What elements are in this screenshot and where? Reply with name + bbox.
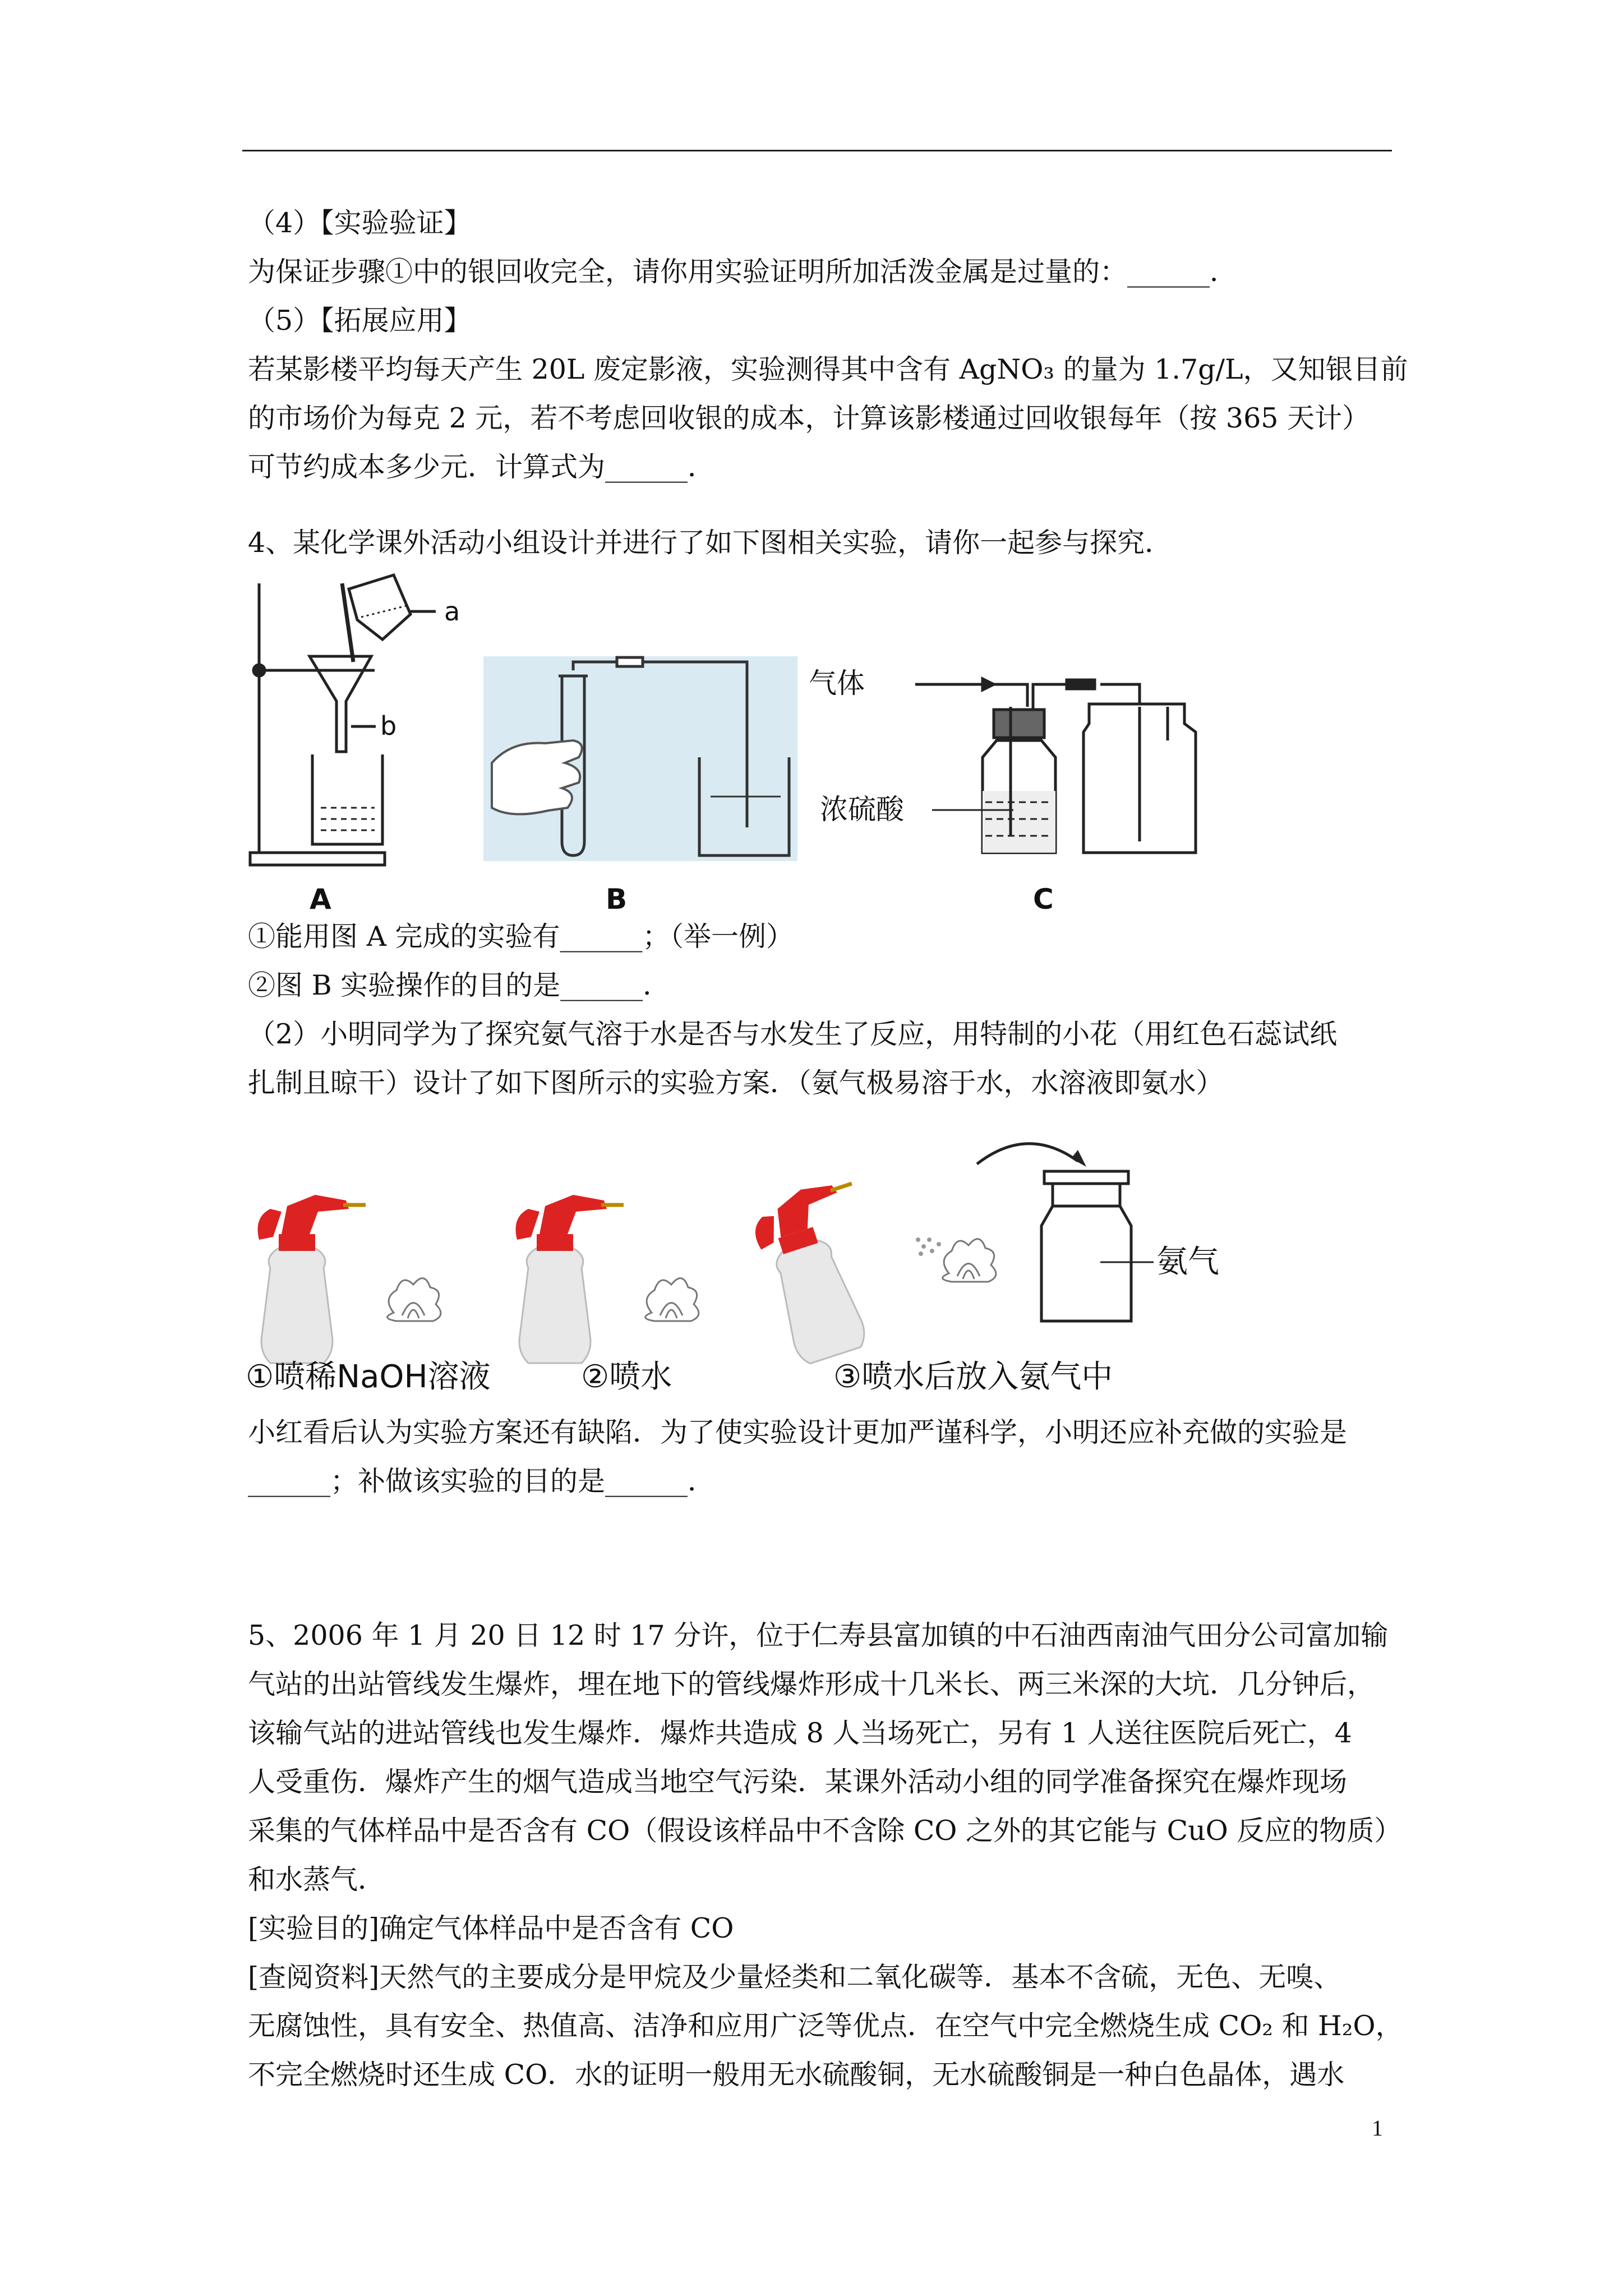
flower-2 <box>645 1278 699 1321</box>
text-line: 和水蒸气． <box>248 1864 386 1895</box>
filtration-setup <box>250 575 436 865</box>
label-b: b <box>380 711 397 741</box>
page-number: 1 <box>1372 2115 1383 2141</box>
text-line: 采集的气体样品中是否含有 CO（假设该样品中不含除 CO 之外的其它能与 CuO 反应的物质） <box>248 1815 1402 1847</box>
text-line: 扎制且晾干）设计了如下图所示的实验方案．（氨气极易溶于水，水溶液即氨水） <box>248 1067 1224 1099</box>
text-line: （4）【实验验证】 <box>248 207 472 239</box>
text-line: 气站的出站管线发生爆炸，埋在地下的管线爆炸形成十几米长、两三米深的大坑．几分钟后， <box>248 1668 1375 1700</box>
question-5-intro: 5、2006 年 1 月 20 日 12 时 17 分许，位于仁寿县富加镇的中石油西南油气田分公司富加输 <box>248 1619 1389 1651</box>
caption-C: C <box>1033 883 1054 915</box>
arrow-icon <box>977 1144 1078 1164</box>
text-line: 的市场价为每克 2 元，若不考虑回收银的成本，计算该影楼通过回收银每年（按 365 天计） <box>248 402 1370 434</box>
ammonia-jar <box>1041 1171 1154 1321</box>
spray-mist <box>916 1237 941 1256</box>
sprayer-3 <box>746 1174 901 1368</box>
spray-experiment-figure <box>242 1128 1297 1408</box>
text-line: [实验目的]确定气体样品中是否含有 CO <box>248 1912 734 1944</box>
text-line: 小红看后认为实验方案还有缺陷．为了使实验设计更加严谨科学，小明还应补充做的实验是 <box>248 1416 1348 1448</box>
gas-label: 气体 <box>809 667 865 700</box>
text-line: [查阅资料]天然气的主要成分是甲烷及少量烃类和二氧化碳等．基本不含硫，无色、无嗅、 <box>248 1961 1341 1993</box>
sprayer-1 <box>258 1195 366 1363</box>
caption-naoh: ①喷稀NaOH溶液 <box>246 1359 491 1395</box>
text-line: 无腐蚀性，具有安全、热值高、洁净和应用广泛等优点．在空气中完全燃烧生成 CO₂ 和 H₂O， <box>248 2010 1403 2042</box>
caption-water: ②喷水 <box>581 1359 672 1395</box>
header-rule <box>242 150 1392 151</box>
text-line: ______；补做该实验的目的是______． <box>248 1465 716 1497</box>
text-line: ②图 B 实验操作的目的是______． <box>248 969 671 1001</box>
caption-A: A <box>310 883 331 915</box>
caption-water-ammonia: ③喷水后放入氨气中 <box>833 1359 1113 1395</box>
apparatus-figure <box>242 572 1207 920</box>
airtightness-check <box>483 656 797 861</box>
text-line: 若某影楼平均每天产生 20L 废定影液，实验测得其中含有 AgNO₃ 的量为 1.7g/L，又知银目前 <box>248 353 1408 385</box>
caption-B: B <box>606 883 628 915</box>
text-line: 不完全燃烧时还生成 CO．水的证明一般用无水硫酸铜，无水硫酸铜是一种白色晶体，遇水 <box>248 2059 1345 2091</box>
text-line: 人受重伤．爆炸产生的烟气造成当地空气污染．某课外活动小组的同学准备探究在爆炸现场 <box>248 1766 1348 1798</box>
label-a: a <box>444 596 460 627</box>
acid-label: 浓硫酸 <box>820 793 904 826</box>
text-line: 该输气站的进站管线也发生爆炸．爆炸共造成 8 人当场死亡，另有 1 人送往医院后死亡，4 <box>248 1717 1352 1749</box>
text-line: （5）【拓展应用】 <box>248 305 472 337</box>
gas-washing-bottles <box>915 679 1196 853</box>
sprayer-2 <box>516 1195 624 1363</box>
question-4-intro: 4、某化学课外活动小组设计并进行了如下图相关实验，请你一起参与探究． <box>248 527 1173 559</box>
flower-3 <box>943 1239 996 1282</box>
text-line: 为保证步骤①中的银回收完全，请你用实验证明所加活泼金属是过量的：______． <box>248 256 1238 288</box>
ammonia-label: 氨气 <box>1156 1244 1219 1280</box>
apparatus-drawing <box>242 572 1207 920</box>
flower-1 <box>388 1278 441 1321</box>
text-line: ①能用图 A 完成的实验有______；（举一例） <box>248 921 794 953</box>
text-line: 可节约成本多少元．计算式为______． <box>248 451 716 483</box>
text-line: （2）小明同学为了探究氨气溶于水是否与水发生了反应，用特制的小花（用红色石蕊试纸 <box>248 1018 1338 1050</box>
